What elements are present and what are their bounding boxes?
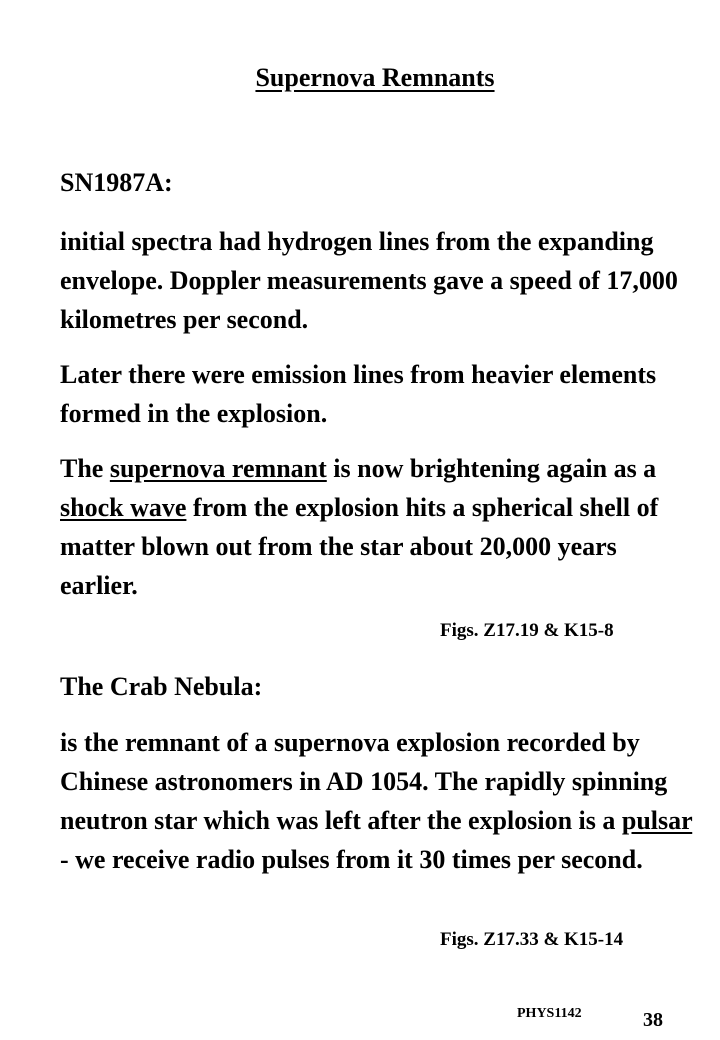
sn1987a-heading: SN1987A: xyxy=(60,168,173,197)
crab-nebula-heading: The Crab Nebula: xyxy=(60,672,263,701)
term-supernova-remnant: supernova remnant xyxy=(109,454,327,483)
page-title: Supernova Remnants xyxy=(255,63,495,92)
sn1987a-paragraph-emission: Later there were emission lines from heavier elements formed in the explosion. xyxy=(60,360,657,428)
paragraph-segment: is now brightening again as a xyxy=(326,454,657,483)
figure-reference-crab: Figs. Z17.33 & K15-14 xyxy=(440,929,624,950)
paragraph-segment: - we receive radio pulses from it 30 times per second. xyxy=(60,845,643,874)
crab-nebula-paragraph xyxy=(60,723,700,879)
paragraph-segment: is the remnant of a supernova explosion recorded by Chinese astronomers in AD 1054. The rapidly spinning neutron star which was left after the explosion is a xyxy=(60,728,668,835)
paragraph-segment: The xyxy=(60,454,110,483)
sn1987a-paragraph-spectra: initial spectra had hydrogen lines from the expanding envelope. Doppler measurements gave a speed of 17,000 kilometres per second. xyxy=(60,227,678,334)
term-shock-wave: shock wave xyxy=(60,493,187,522)
course-code: PHYS1142 xyxy=(517,1006,582,1021)
paragraph-segment: from the explosion hits a spherical shell of matter blown out from the star about 20,000 years earlier. xyxy=(60,493,659,600)
sn1987a-paragraph-remnant xyxy=(60,449,700,605)
figure-reference-sn1987a: Figs. Z17.19 & K15-8 xyxy=(440,620,614,641)
term-pulsar: pulsar xyxy=(621,806,693,835)
page-number: 38 xyxy=(643,1009,663,1031)
